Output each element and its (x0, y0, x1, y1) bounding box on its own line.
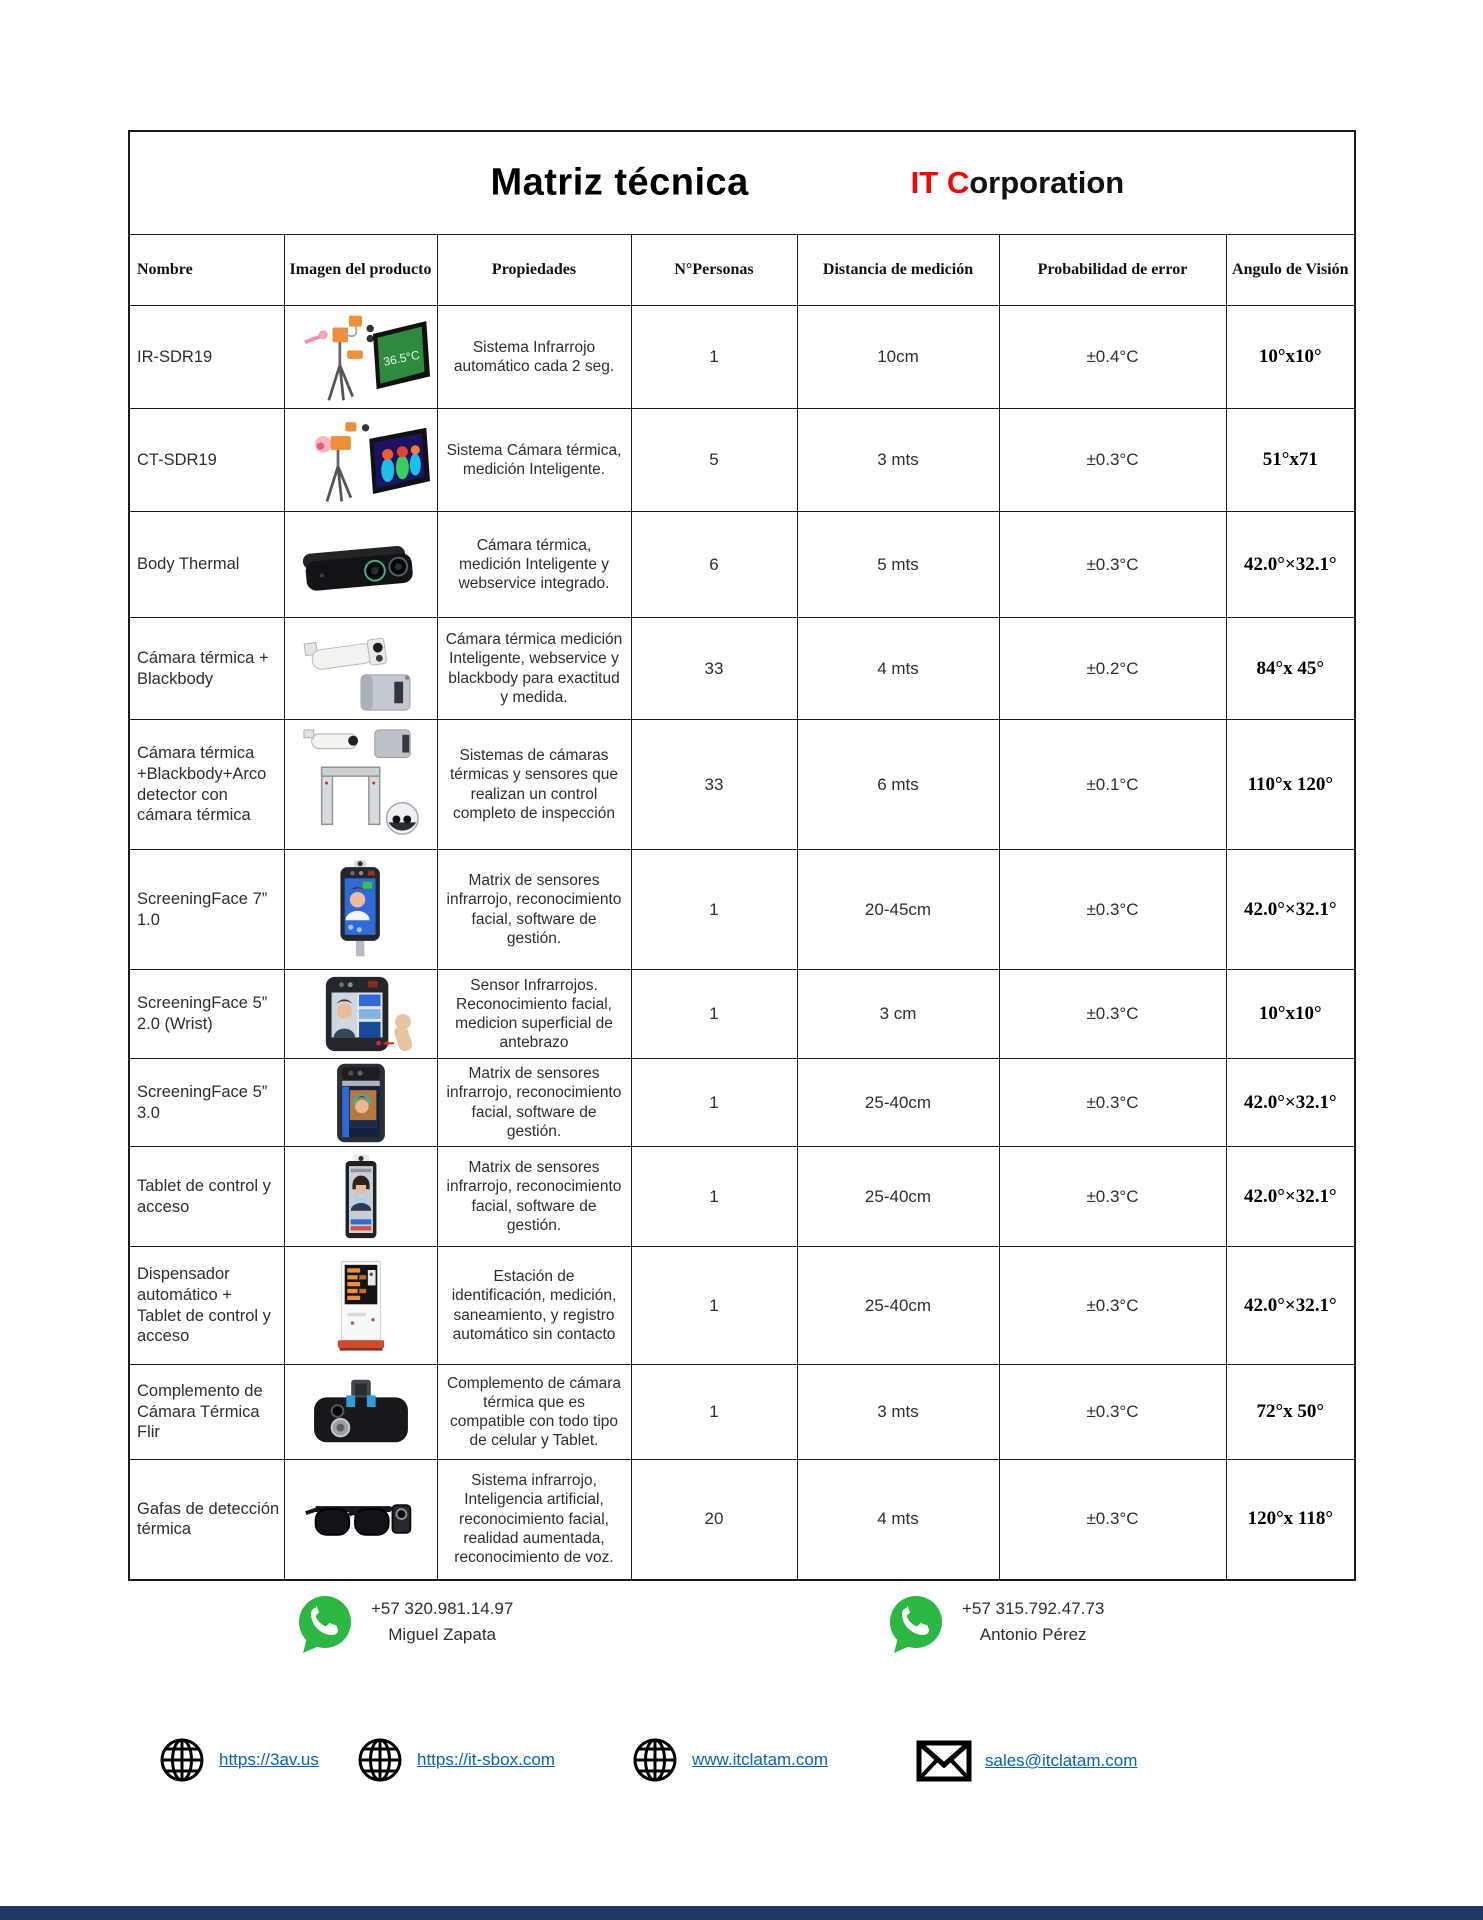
col-header-angulo: Angulo de Visión (1226, 235, 1355, 306)
cell-angulo: 42.0°×32.1° (1226, 1147, 1355, 1247)
cell-personas: 1 (631, 1247, 797, 1365)
cell-nombre: CT-SDR19 (129, 409, 284, 512)
cell-propiedades: Cámara térmica, medición Inteligente y webservice integrado. (437, 512, 631, 618)
cell-imagen (284, 1059, 437, 1147)
contact-name: Antonio Pérez (979, 1625, 1087, 1645)
link-sales-email[interactable]: sales@itclatam.com (985, 1751, 1138, 1770)
cell-personas: 1 (631, 1365, 797, 1460)
table-row (129, 1059, 1355, 1147)
website-link-item (158, 1736, 319, 1784)
cell-personas: 33 (631, 618, 797, 720)
cell-nombre: ScreeningFace 5” 3.0 (129, 1059, 284, 1147)
cell-nombre: ScreeningFace 7” 1.0 (129, 850, 284, 970)
email-link-item (916, 1740, 1137, 1782)
cell-error: ±0.3°C (999, 1059, 1226, 1147)
cell-nombre: Body Thermal (129, 512, 284, 618)
cell-personas: 5 (631, 409, 797, 512)
screening-tablet-image (301, 1062, 421, 1144)
cell-angulo: 42.0°×32.1° (1226, 1059, 1355, 1147)
display-temperature-text: 36.5°C (381, 347, 421, 369)
table-row (129, 1247, 1355, 1365)
cell-distancia: 3 cm (797, 970, 999, 1059)
table-row (129, 512, 1355, 618)
cell-imagen (284, 409, 437, 512)
cell-distancia: 6 mts (797, 720, 999, 850)
cell-nombre: IR-SDR19 (129, 306, 284, 409)
contact-text (371, 1596, 513, 1649)
globe-icon (356, 1736, 404, 1784)
cell-angulo: 10°x10° (1226, 970, 1355, 1059)
cell-imagen (284, 512, 437, 618)
link-it-sbox[interactable]: https://it-sbox.com (417, 1750, 555, 1769)
cell-angulo: 120°x 118° (1226, 1460, 1355, 1580)
cell-imagen (284, 1365, 437, 1460)
website-link-item (631, 1736, 828, 1784)
flir-attachment-image (292, 1368, 430, 1456)
footer-bar (0, 1906, 1483, 1920)
cell-imagen (284, 970, 437, 1059)
cell-propiedades: Matrix de sensores infrarrojo, reconocimiento facial, software de gestión. (437, 1147, 631, 1247)
cell-personas: 20 (631, 1460, 797, 1580)
cell-personas: 33 (631, 720, 797, 850)
logo-black-text: orporation (969, 165, 1125, 200)
cell-angulo: 110°x 120° (1226, 720, 1355, 850)
cell-personas: 1 (631, 306, 797, 409)
table-row (129, 970, 1355, 1059)
cell-propiedades: Sistema infrarrojo, Inteligencia artificial, reconocimiento facial, realidad aumentada, reconocimiento de voz. (437, 1460, 631, 1580)
globe-icon (631, 1736, 679, 1784)
cell-imagen (284, 720, 437, 850)
wrist-scan-tablet-image (292, 973, 430, 1055)
cell-distancia: 5 mts (797, 512, 999, 618)
envelope-icon (916, 1740, 972, 1782)
cell-error: ±0.3°C (999, 1365, 1226, 1460)
tripod-infrared-sensor-image (292, 310, 430, 404)
thermal-glasses-image (292, 1481, 430, 1557)
cell-propiedades: Matrix de sensores infrarrojo, reconocimiento facial, software de gestión. (437, 1059, 631, 1147)
cell-personas: 6 (631, 512, 797, 618)
technical-matrix (128, 130, 1354, 1581)
whatsapp-contact-2 (884, 1592, 1104, 1656)
whatsapp-icon (293, 1592, 357, 1656)
title-row (129, 131, 1355, 235)
cell-nombre: Cámara térmica +Blackbody+Arco detector con cámara térmica (129, 720, 284, 850)
logo-red-text: IT C (910, 165, 970, 200)
col-header-propiedades: Propiedades (437, 235, 631, 306)
cell-personas: 1 (631, 1147, 797, 1247)
col-header-error: Probabilidad de error (999, 235, 1226, 306)
technical-matrix-table (128, 130, 1356, 1581)
col-header-distancia: Distancia de medición (797, 235, 999, 306)
contact-phone: +57 320.981.14.97 (371, 1599, 514, 1618)
link-itclatam[interactable]: www.itclatam.com (692, 1750, 829, 1769)
cell-propiedades: Matrix de sensores infrarrojo, reconocimiento facial, software de gestión. (437, 850, 631, 970)
table-row (129, 409, 1355, 512)
cell-error: ±0.3°C (999, 970, 1226, 1059)
cell-error: ±0.3°C (999, 409, 1226, 512)
cell-angulo: 84°x 45° (1226, 618, 1355, 720)
col-header-personas: N°Personas (631, 235, 797, 306)
cell-error: ±0.3°C (999, 850, 1226, 970)
tripod-thermal-camera-image (292, 413, 430, 507)
cell-error: ±0.3°C (999, 512, 1226, 618)
contact-text (962, 1596, 1104, 1649)
whatsapp-icon (884, 1592, 948, 1656)
cell-distancia: 10cm (797, 306, 999, 409)
contact-phone: +57 315.792.47.73 (962, 1599, 1105, 1618)
cell-propiedades: Sensor Infrarrojos. Reconocimiento facial, medicion superficial de antebrazo (437, 970, 631, 1059)
table-row (129, 618, 1355, 720)
table-row (129, 850, 1355, 970)
cell-error: ±0.3°C (999, 1147, 1226, 1247)
camera-blackbody-arch-image (292, 724, 430, 846)
cell-angulo: 42.0°×32.1° (1226, 512, 1355, 618)
cell-nombre: ScreeningFace 5” 2.0 (Wrist) (129, 970, 284, 1059)
title-cell (129, 131, 1355, 235)
website-link-item (356, 1736, 555, 1784)
cell-nombre: Cámara térmica + Blackbody (129, 618, 284, 720)
cell-angulo: 51°x71 (1226, 409, 1355, 512)
cell-propiedades: Sistemas de cámaras térmicas y sensores que realizan un control completo de inspección (437, 720, 631, 850)
col-header-imagen: Imagen del producto (284, 235, 437, 306)
cell-propiedades: Cámara térmica medición Inteligente, webservice y blackbody para exactitud y medida. (437, 618, 631, 720)
table-row (129, 1365, 1355, 1460)
company-logo (911, 165, 1125, 201)
cell-propiedades: Sistema Cámara térmica, medición Inteligente. (437, 409, 631, 512)
cell-imagen (284, 1247, 437, 1365)
cell-distancia: 3 mts (797, 1365, 999, 1460)
cell-angulo: 42.0°×32.1° (1226, 1247, 1355, 1365)
cell-personas: 1 (631, 1059, 797, 1147)
cell-imagen (284, 1147, 437, 1247)
cell-personas: 1 (631, 850, 797, 970)
cell-nombre: Tablet de control y acceso (129, 1147, 284, 1247)
table-row (129, 720, 1355, 850)
column-header-row (129, 235, 1355, 306)
cell-propiedades: Complemento de cámara térmica que es compatible con todo tipo de celular y Tablet. (437, 1365, 631, 1460)
link-3av[interactable]: https://3av.us (219, 1750, 319, 1769)
cell-imagen (284, 306, 437, 409)
cell-imagen (284, 1460, 437, 1580)
dispenser-kiosk-image (301, 1251, 421, 1361)
cell-distancia: 4 mts (797, 1460, 999, 1580)
whatsapp-contact-1 (293, 1592, 513, 1656)
cell-distancia: 3 mts (797, 409, 999, 512)
cell-distancia: 25-40cm (797, 1059, 999, 1147)
cell-imagen (284, 850, 437, 970)
cell-nombre: Gafas de detección térmica (129, 1460, 284, 1580)
col-header-nombre: Nombre (129, 235, 284, 306)
cell-error: ±0.1°C (999, 720, 1226, 850)
cell-distancia: 25-40cm (797, 1147, 999, 1247)
cell-nombre: Dispensador automático + Tablet de control y acceso (129, 1247, 284, 1365)
screening-kiosk-image (301, 854, 421, 966)
cell-distancia: 20-45cm (797, 850, 999, 970)
cell-propiedades: Sistema Infrarrojo automático cada 2 seg. (437, 306, 631, 409)
cell-distancia: 25-40cm (797, 1247, 999, 1365)
globe-icon (158, 1736, 206, 1784)
dual-lens-thermal-camera-image (292, 525, 430, 605)
cell-angulo: 10°x10° (1226, 306, 1355, 409)
cell-error: ±0.4°C (999, 306, 1226, 409)
cell-distancia: 4 mts (797, 618, 999, 720)
cell-error: ±0.3°C (999, 1460, 1226, 1580)
contact-name: Miguel Zapata (388, 1625, 496, 1645)
cell-angulo: 42.0°×32.1° (1226, 850, 1355, 970)
table-row (129, 1147, 1355, 1247)
bullet-camera-blackbody-image (292, 622, 430, 716)
cell-personas: 1 (631, 970, 797, 1059)
cell-angulo: 72°x 50° (1226, 1365, 1355, 1460)
cell-imagen (284, 618, 437, 720)
access-control-tablet-image (301, 1150, 421, 1244)
cell-nombre: Complemento de Cámara Térmica Flir (129, 1365, 284, 1460)
cell-propiedades: Estación de identificación, medición, saneamiento, y registro automático sin contacto (437, 1247, 631, 1365)
cell-error: ±0.3°C (999, 1247, 1226, 1365)
table-row (129, 1460, 1355, 1580)
table-row (129, 306, 1355, 409)
cell-error: ±0.2°C (999, 618, 1226, 720)
page-title: Matriz técnica (490, 161, 749, 204)
